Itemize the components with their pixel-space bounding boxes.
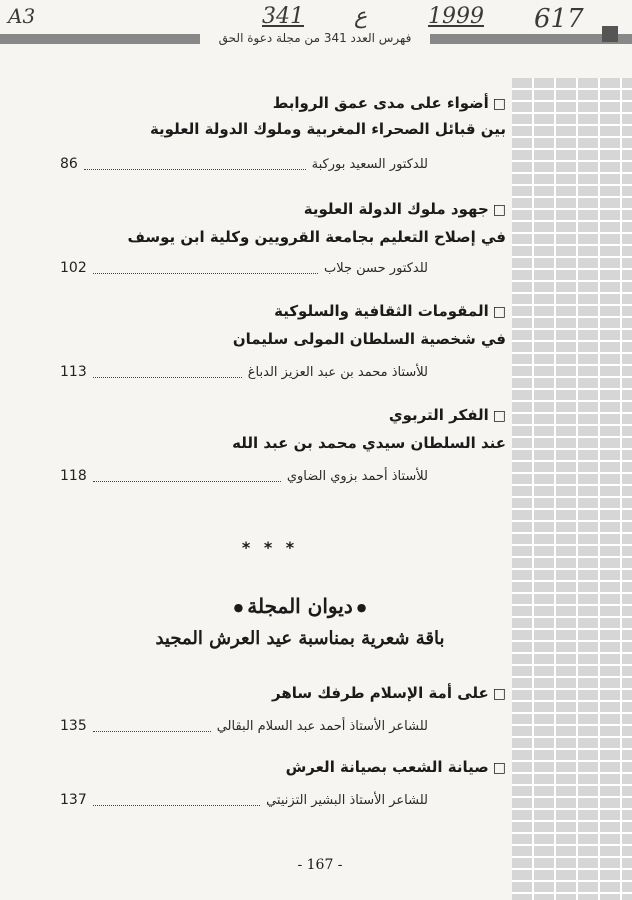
leader-dots: [93, 795, 260, 806]
poem-author-line: [60, 718, 428, 734]
checkbox-square-icon: □: [492, 408, 506, 424]
handwritten-year: 1999: [428, 4, 484, 29]
checkbox-square-icon: □: [492, 202, 506, 218]
poem-entry: [286, 758, 506, 776]
leader-dots: [93, 367, 242, 378]
section-separator: * * *: [241, 538, 299, 557]
toc-author-line: [60, 156, 428, 172]
entry-title: أضواء على مدى عمق الروابط: [272, 94, 489, 112]
poem-page: 135: [60, 718, 87, 734]
poem-page: 137: [60, 792, 87, 808]
toc-entry-subtitle: [128, 228, 506, 246]
handwritten-a3: A3: [8, 4, 36, 28]
entry-author: للدكتور السعيد بوركبة: [311, 156, 428, 172]
handwritten-number: 617: [534, 4, 584, 34]
entry-author: للأستاذ أحمد بزوي الضاوي: [286, 468, 428, 484]
entry-page: 113: [60, 364, 87, 380]
toc-author-line: [60, 364, 428, 380]
poem-entry: [272, 684, 506, 702]
toc-entry-subtitle: [150, 120, 506, 138]
section-subtitle: باقة شعرية بمناسبة عيد العرش المجيد: [155, 628, 445, 649]
poem-title: على أمة الإسلام طرفك ساهر: [271, 684, 489, 702]
entry-author: للدكتور حسن جلاب: [323, 260, 428, 276]
checkbox-square-icon: □: [492, 760, 506, 776]
poem-author-line: [60, 792, 428, 808]
poem-author: للشاعر الأستاذ البشير التزنيتي: [266, 792, 428, 808]
bullet-icon: ●: [233, 601, 244, 614]
bullet-icon: ●: [356, 601, 367, 614]
handwritten-issue-number: 341: [262, 4, 304, 29]
entry-subtitle: في شخصية السلطان المولى سليمان: [232, 330, 506, 348]
entry-page: 118: [60, 468, 87, 484]
leader-dots: [93, 721, 211, 732]
toc-entry: [304, 200, 506, 218]
poem-author: للشاعر الأستاذ أحمد عبد السلام البقالي: [216, 718, 428, 734]
entry-page: 86: [60, 156, 78, 172]
entry-title: جهود ملوك الدولة العلوية: [303, 200, 489, 218]
leader-dots: [84, 159, 306, 170]
entry-title: الفكر التربوي: [388, 406, 489, 424]
entry-author: للأستاذ محمد بن عبد العزيز الدباغ: [247, 364, 428, 380]
section-title: [150, 594, 450, 618]
toc-entry: [389, 406, 506, 424]
page-number: - 167 -: [297, 857, 343, 873]
header-square: [602, 26, 618, 42]
entry-page: 102: [60, 260, 87, 276]
entry-subtitle: عند السلطان سيدي محمد بن عبد الله: [232, 434, 506, 452]
poem-title: صيانة الشعب بصيانة العرش: [285, 758, 489, 776]
toc-author-line: [60, 468, 428, 484]
checkbox-square-icon: □: [492, 686, 506, 702]
entry-subtitle: بين قبائل الصحراء المغربية وملوك الدولة العلوية: [149, 120, 506, 138]
brick-pattern-decoration: [512, 78, 632, 900]
running-header: فهرس العدد 341 من مجلة دعوة الحق: [200, 30, 430, 46]
handwritten-letter: ع: [354, 4, 368, 29]
leader-dots: [93, 263, 318, 274]
checkbox-square-icon: □: [492, 96, 506, 112]
toc-entry-subtitle: [232, 434, 506, 452]
entry-title: المقومات الثقافية والسلوكية: [274, 302, 489, 320]
toc-author-line: [60, 260, 428, 276]
section-title-text: ديوان المجلة: [247, 594, 353, 618]
toc-entry: [273, 94, 506, 112]
checkbox-square-icon: □: [492, 304, 506, 320]
toc-entry: [274, 302, 506, 320]
entry-subtitle: في إصلاح التعليم بجامعة القرويين وكلية ابن يوسف: [127, 228, 506, 246]
toc-entry-subtitle: [233, 330, 506, 348]
leader-dots: [93, 471, 281, 482]
